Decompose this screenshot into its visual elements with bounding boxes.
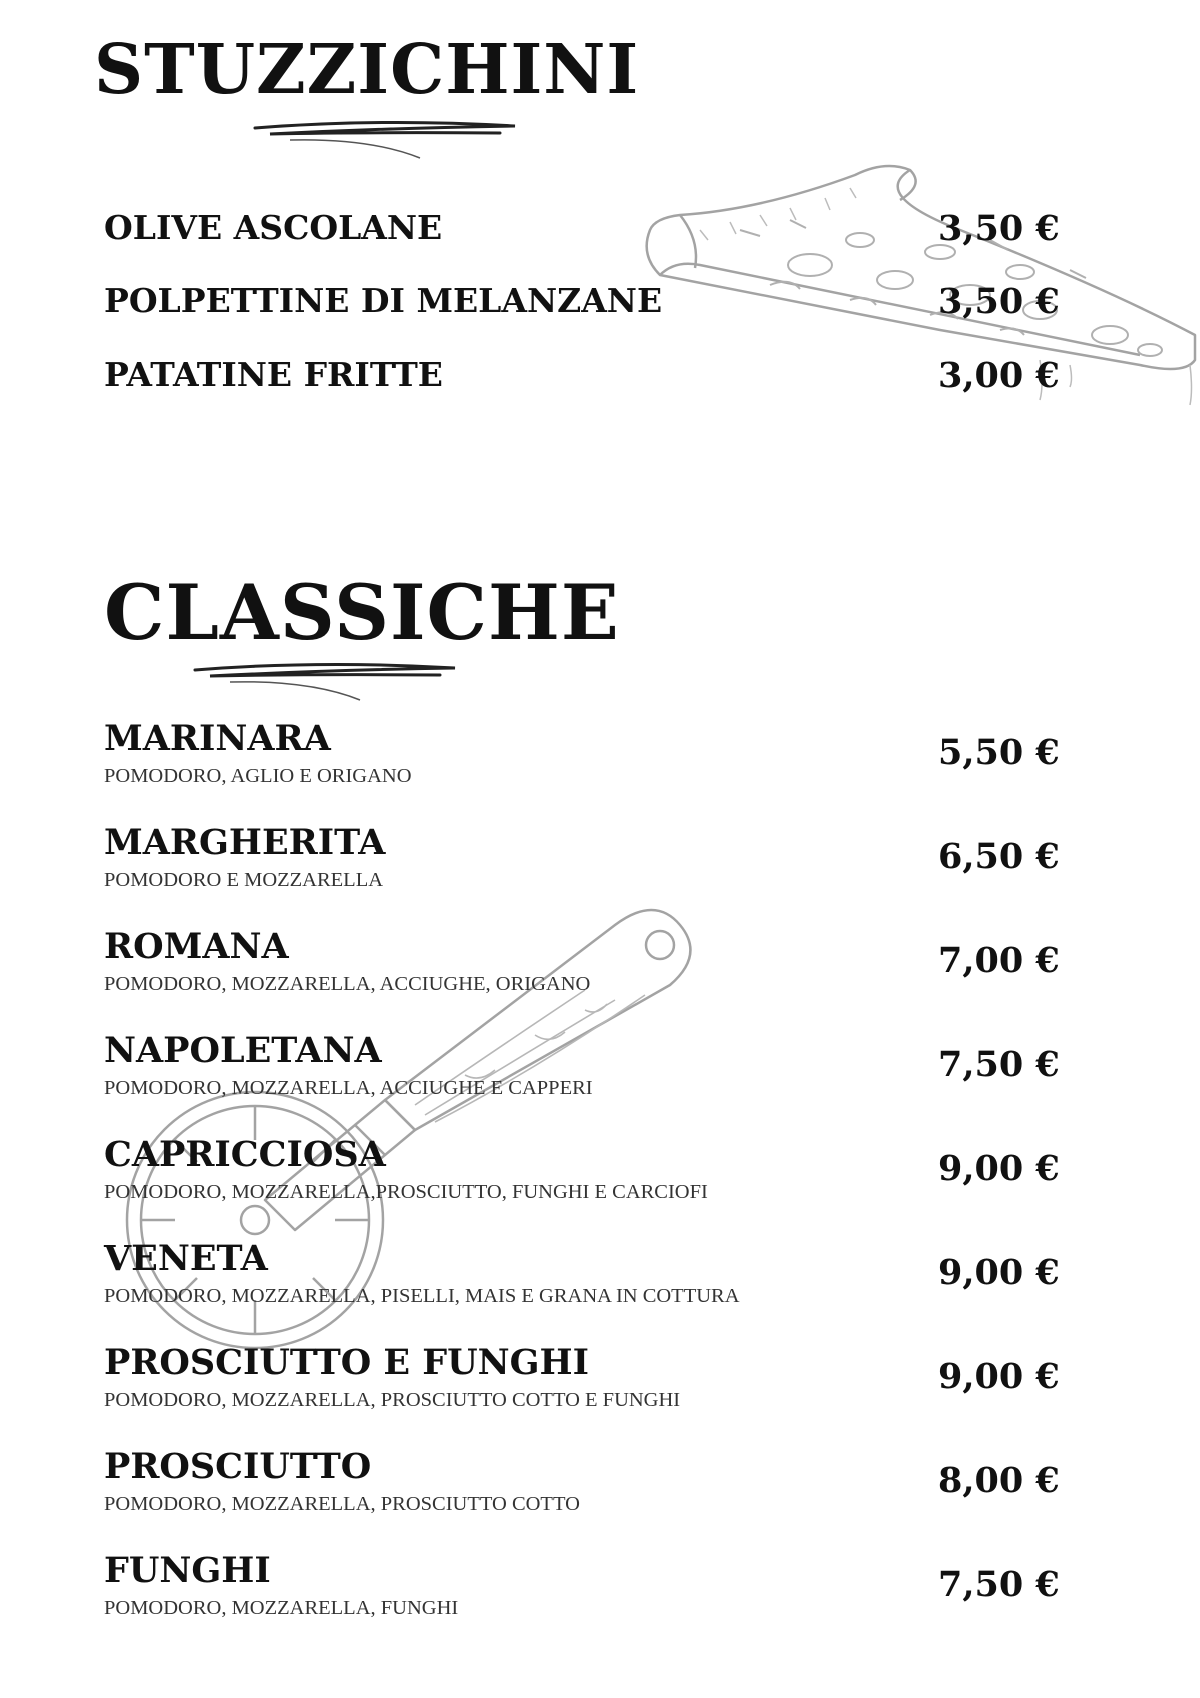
pizza-list-item xyxy=(104,718,1060,818)
pizza-ingredients: POMODORO, MOZZARELLA, PROSCIUTTO COTTO xyxy=(104,1493,580,1515)
starter-item-price: 3,50 € xyxy=(938,281,1060,322)
pizza-name: MARINARA xyxy=(104,718,331,759)
pizza-name: FUNGHI xyxy=(104,1550,271,1591)
pizza-ingredients: POMODORO, AGLIO E ORIGANO xyxy=(104,765,412,787)
pizza-name: ROMANA xyxy=(104,926,289,967)
starter-item-name: OLIVE ASCOLANE xyxy=(104,208,443,247)
pizza-ingredients: POMODORO, MOZZARELLA, PISELLI, MAIS E GRANA IN COTTURA xyxy=(104,1285,740,1307)
pizza-list-item xyxy=(104,1134,1060,1234)
pizza-slice-icon xyxy=(640,160,1200,440)
pizza-price: 9,00 € xyxy=(938,1252,1060,1293)
pizza-name: NAPOLETANA xyxy=(104,1030,382,1071)
pizza-ingredients: POMODORO, MOZZARELLA, ACCIUGHE E CAPPERI xyxy=(104,1077,593,1099)
pizza-ingredients: POMODORO, MOZZARELLA,PROSCIUTTO, FUNGHI E CARCIOFI xyxy=(104,1181,708,1203)
section-title-classiche: CLASSICHE xyxy=(104,568,620,657)
pizza-price: 7,50 € xyxy=(938,1044,1060,1085)
title-underline-swash xyxy=(190,660,460,710)
pizza-price: 9,00 € xyxy=(938,1148,1060,1189)
title-underline-swash xyxy=(250,118,520,168)
pizza-ingredients: POMODORO E MOZZARELLA xyxy=(104,869,384,891)
starter-item-name: POLPETTINE DI MELANZANE xyxy=(104,281,663,320)
pizza-price: 7,50 € xyxy=(938,1564,1060,1605)
pizza-name: PROSCIUTTO E FUNGHI xyxy=(104,1342,589,1383)
pizza-list-item xyxy=(104,1030,1060,1130)
pizza-list-item xyxy=(104,1342,1060,1442)
pizza-name: CAPRICCIOSA xyxy=(104,1134,386,1175)
pizza-list-item xyxy=(104,1550,1060,1650)
pizza-list-item xyxy=(104,1446,1060,1546)
pizza-list-item xyxy=(104,1238,1060,1338)
starter-item-name: PATATINE FRITTE xyxy=(104,355,443,394)
starter-item-price: 3,50 € xyxy=(938,208,1060,249)
pizza-list-item xyxy=(104,926,1060,1026)
pizza-ingredients: POMODORO, MOZZARELLA, FUNGHI xyxy=(104,1597,459,1619)
pizza-name: VENETA xyxy=(104,1238,268,1279)
pizza-price: 7,00 € xyxy=(938,940,1060,981)
pizza-name: PROSCIUTTO xyxy=(104,1446,372,1487)
section-title-stuzzichini: STUZZICHINI xyxy=(94,30,640,110)
pizza-price: 6,50 € xyxy=(938,836,1060,877)
pizza-price: 8,00 € xyxy=(938,1460,1060,1501)
pizza-ingredients: POMODORO, MOZZARELLA, ACCIUGHE, ORIGANO xyxy=(104,973,591,995)
pizza-price: 9,00 € xyxy=(938,1356,1060,1397)
starter-item-price: 3,00 € xyxy=(938,355,1060,396)
pizza-name: MARGHERITA xyxy=(104,822,386,863)
pizza-list-item xyxy=(104,822,1060,922)
pizza-price: 5,50 € xyxy=(938,732,1060,773)
pizza-ingredients: POMODORO, MOZZARELLA, PROSCIUTTO COTTO E FUNGHI xyxy=(104,1389,681,1411)
